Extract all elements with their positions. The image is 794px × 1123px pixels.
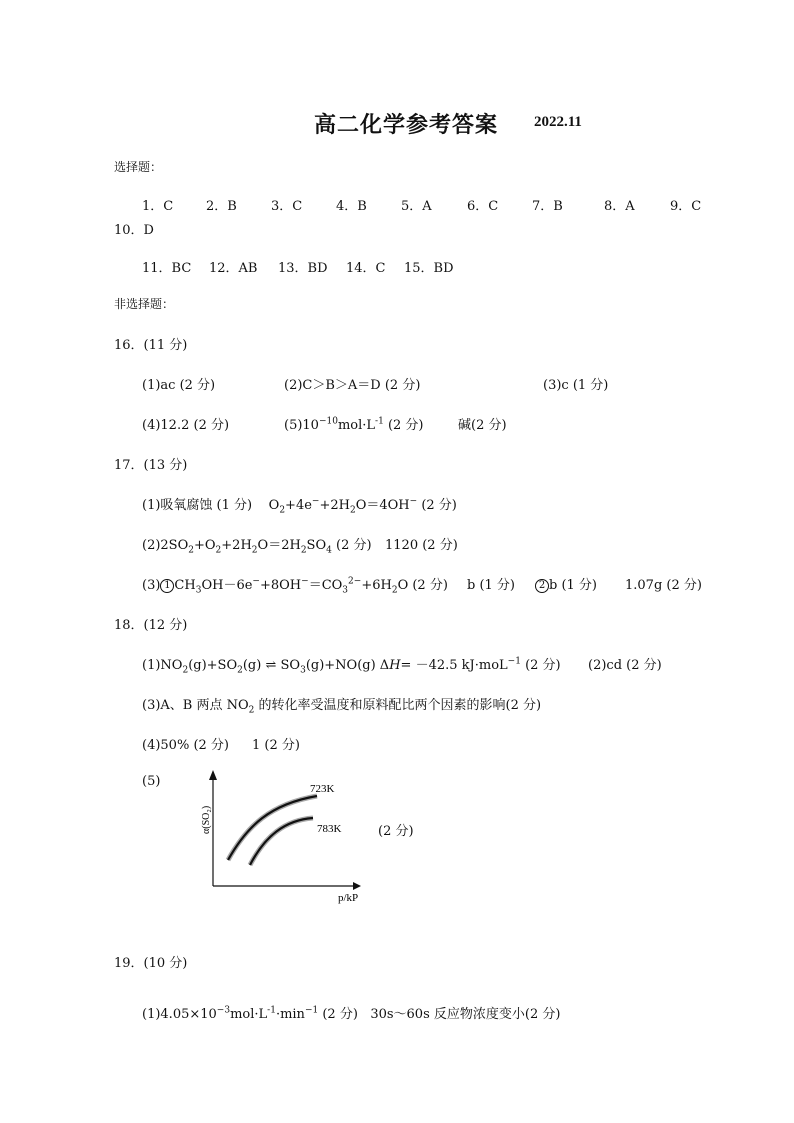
q18-part4: (4)50% (2 分) <box>142 738 229 753</box>
nonchoice-heading: 非选择题： <box>114 297 175 311</box>
answer-14: 14．C <box>346 261 386 276</box>
curve-723k <box>228 796 317 860</box>
q18-part2: (2)cd (2 分) <box>588 658 662 673</box>
equilibrium-arrow-icon: ⇌ <box>265 658 277 673</box>
q19-heading: 19．(10 分) <box>114 956 188 971</box>
answer-9: 9．C <box>670 199 702 214</box>
answer-12: 12．AB <box>209 261 258 276</box>
answer-2: 2．B <box>206 199 237 214</box>
q16-part1: (1)ac (2 分) <box>142 378 216 393</box>
circled-number-1: 1 <box>160 579 174 593</box>
q18-part5-score: (2 分) <box>378 824 414 839</box>
q18-part5: (5) <box>142 774 161 789</box>
answer-1: 1．C <box>142 199 174 214</box>
answer-4: 4．B <box>336 199 367 214</box>
curve-723k-label: 723K <box>310 783 335 795</box>
q19-part1: $(1)4.05\times 10^{-3}mol\cdot L^{-1}\cdot\min^{-1}$ (2 分) 30s～60s 反应物浓度变小(2 分) <box>142 1005 561 1022</box>
q17-part1: (1)吸氧腐蚀 (1 分) $O_2+4e^-+2H_2O=4OH^-$ (2 分) <box>142 496 457 516</box>
answer-10: 10．D <box>114 223 154 238</box>
answer-7: 7．B <box>532 199 563 214</box>
q17-part3-c: 2 b (1 分) <box>535 574 597 593</box>
q18-part4-b: 1 (2 分) <box>252 738 300 753</box>
curve-783k-shadow <box>250 818 313 865</box>
y-axis-arrow-icon <box>209 770 217 780</box>
answer-11: 11．BC <box>142 261 192 276</box>
x-axis-arrow-icon <box>353 882 361 890</box>
curve-723k-shadow <box>228 796 317 860</box>
answer-3: 3．C <box>271 199 303 214</box>
pressure-conversion-graph <box>195 768 375 908</box>
q16-part6: 碱(2 分) <box>458 418 507 433</box>
q17-part3-b: b (1 分) <box>467 578 516 593</box>
answer-15: 15．BD <box>404 261 454 276</box>
choice-heading: 选择题： <box>114 160 163 174</box>
answer-8: 8．A <box>604 199 635 214</box>
q17-part2: $(2)2SO_2+O_2+2H_2O=2H_2SO_4$ (2 分) <box>142 538 372 556</box>
q18-part1: $(1)NO_2(g)+SO_2(g)$ ⇌ $SO_3(g)+NO(g)$ ΔH= －42.5 kJ·moL$^{-1}$ (2 分) <box>142 656 561 676</box>
q17-part2-volume: 1120 (2 分) <box>385 538 458 553</box>
q18-heading: 18．(12 分) <box>114 618 188 633</box>
q16-part2: (2)C＞B＞A＝D (2 分) <box>284 378 421 393</box>
y-axis-label: α(SO₂) <box>201 805 212 834</box>
q17-heading: 17．(13 分) <box>114 458 188 473</box>
q17-part3: (3) 1 $CH_3OH-6e^-+8OH^-=CO_3^{2-}+6H_2O$ (2 分) <box>142 576 448 596</box>
circled-number-2: 2 <box>535 579 549 593</box>
q18-part3: (3)A、B 两点 $NO_2$ 的转化率受温度和原料配比两个因素的影响(2 分) <box>142 698 542 716</box>
q17-part3-mass: 1.07g (2 分) <box>625 578 702 593</box>
q16-part4: (4)12.2 (2 分) <box>142 418 230 433</box>
curve-783k <box>250 818 313 865</box>
curve-783k-label: 783K <box>317 823 342 835</box>
answer-13: 13．BD <box>278 261 328 276</box>
page-title: 高二化学参考答案 <box>314 112 499 138</box>
date: 2022.11 <box>534 114 582 130</box>
q16-heading: 16．(11 分) <box>114 338 188 353</box>
answer-5: 5．A <box>401 199 432 214</box>
q16-part5: $(5)10^{-10}mol\cdot L^{-1}$ (2 分) <box>284 416 424 433</box>
x-axis-label: p/kP <box>338 892 359 904</box>
q16-part3: (3)c (1 分) <box>543 378 609 393</box>
answer-6: 6．C <box>467 199 499 214</box>
